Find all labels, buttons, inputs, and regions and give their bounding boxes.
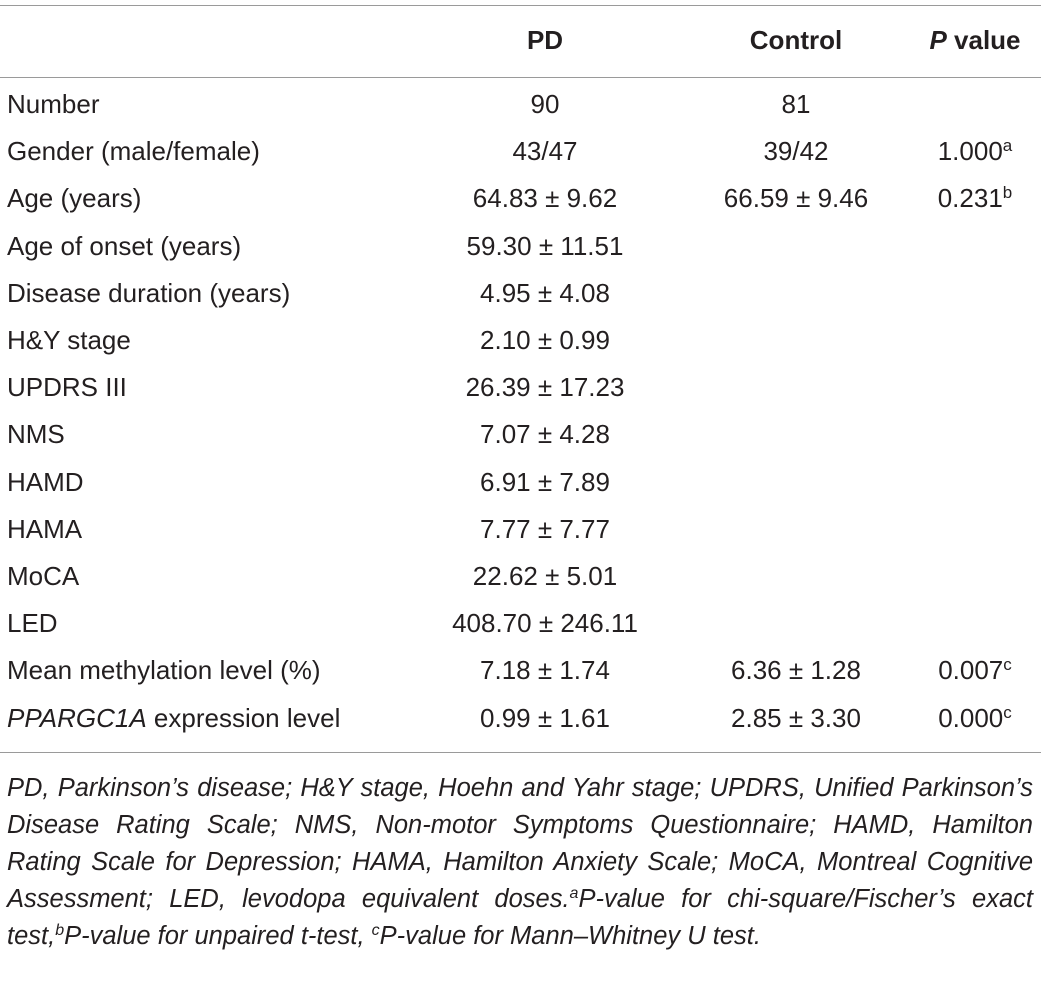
row-control-value	[683, 223, 909, 270]
header-row	[0, 18, 1041, 63]
row-control-value: 2.85 ± 3.30	[731, 702, 861, 733]
table-row	[0, 81, 1041, 128]
row-label: Gender (male/female)	[7, 136, 260, 167]
top-rule	[0, 5, 1041, 6]
row-label: Age (years)	[7, 183, 142, 214]
table-row	[0, 270, 1041, 317]
footnote-sup-c: c	[371, 922, 380, 939]
table-row	[0, 600, 1041, 647]
row-control-value	[683, 411, 909, 458]
row-p-value	[909, 647, 1041, 694]
row-p-value	[909, 600, 1041, 647]
row-pd-value: 90	[530, 89, 560, 120]
header-p-italic: P	[929, 25, 947, 55]
table-row	[0, 175, 1041, 222]
row-pd-value: 4.95 ± 4.08	[480, 277, 610, 308]
row-p-value	[909, 317, 1041, 364]
table-footnote	[7, 770, 1033, 955]
table-row	[0, 459, 1041, 506]
footnote-abbreviations: PD, Parkinson’s disease; H&Y stage, Hoehn and Yahr stage; UPDRS, Unified Parkinson’s Disease Rating Scale; NMS, Non-motor Symptoms Questionnaire; HAMD, Hamilton Rating Scale for Depression; HAMA, Hamilton Anxiety Scale; MoCA, Montreal Cognitive Assessment; LED, levodopa equivalent doses.	[7, 774, 1033, 913]
header-control: Control	[749, 25, 843, 55]
row-p-value	[909, 553, 1041, 600]
row-p-value	[909, 81, 1041, 128]
row-pd-value: 43/47	[512, 136, 578, 167]
p-superscript: c	[1003, 702, 1012, 722]
row-label: NMS	[7, 419, 65, 450]
row-label: LED	[7, 608, 58, 639]
table-row	[0, 364, 1041, 411]
row-label: UPDRS III	[7, 372, 127, 403]
header-spacer	[0, 63, 1041, 81]
row-control-value	[683, 506, 909, 553]
row-pd-value: 408.70 ± 246.11	[452, 608, 638, 639]
footnote-note-b: P-value for unpaired t-test,	[64, 922, 372, 950]
row-pd-value: 7.18 ± 1.74	[480, 655, 610, 686]
table-row	[0, 411, 1041, 458]
row-pd-value: 2.10 ± 0.99	[480, 325, 610, 356]
row-p-value	[909, 223, 1041, 270]
row-control-value: 66.59 ± 9.46	[723, 183, 869, 214]
row-control-value: 6.36 ± 1.28	[731, 655, 861, 686]
table-row	[0, 223, 1041, 270]
row-label: Age of onset (years)	[7, 230, 242, 261]
p-number: 0.231	[937, 183, 1003, 214]
p-superscript: a	[1002, 136, 1013, 156]
table-row	[0, 317, 1041, 364]
row-label-rest: expression level	[146, 702, 341, 733]
row-p-value	[909, 506, 1041, 553]
row-control-value: 81	[781, 89, 811, 120]
p-number: 1.000	[937, 136, 1003, 167]
row-p-value	[909, 459, 1041, 506]
row-pd-value: 7.07 ± 4.28	[480, 419, 610, 450]
row-pd-value: 7.77 ± 7.77	[480, 513, 610, 544]
row-label: MoCA	[7, 560, 80, 591]
row-pd-value: 26.39 ± 17.23	[465, 372, 625, 403]
footnote-sup-a: a	[569, 885, 579, 902]
header-pd: PD	[526, 25, 564, 55]
row-p-value	[909, 270, 1041, 317]
row-p-value	[909, 411, 1041, 458]
p-number: 0.000	[938, 702, 1004, 733]
row-control-value: 39/42	[763, 136, 829, 167]
demographics-table	[0, 18, 1041, 742]
footnote-note-a: P-value for chi-square/Fischer’s exact test,	[7, 885, 1033, 950]
row-p-value	[909, 175, 1041, 222]
p-superscript: c	[1003, 655, 1012, 675]
row-label: Mean methylation level (%)	[7, 655, 321, 686]
table-row	[0, 553, 1041, 600]
bottom-rule	[0, 752, 1041, 753]
table-row	[0, 694, 1041, 741]
row-label: H&Y stage	[7, 325, 131, 356]
table-row	[0, 647, 1041, 694]
row-control-value	[683, 553, 909, 600]
row-pd-value: 6.91 ± 7.89	[480, 466, 610, 497]
table-row	[0, 506, 1041, 553]
row-p-value	[909, 364, 1041, 411]
row-pd-value: 0.99 ± 1.61	[480, 702, 610, 733]
footnote-sup-b: b	[55, 922, 65, 939]
row-control-value	[683, 459, 909, 506]
row-control-value	[683, 600, 909, 647]
row-pd-value: 64.83 ± 9.62	[472, 183, 618, 214]
row-pd-value: 22.62 ± 5.01	[472, 560, 618, 591]
table-row	[0, 128, 1041, 175]
p-superscript: b	[1002, 183, 1013, 203]
row-pd-value: 59.30 ± 11.51	[466, 230, 624, 261]
row-control-value	[683, 270, 909, 317]
row-label: HAMD	[7, 466, 84, 497]
header-p-value	[909, 18, 1041, 63]
header-label	[0, 18, 407, 63]
gene-name: PPARGC1A	[7, 702, 147, 733]
p-number: 0.007	[938, 655, 1004, 686]
row-label: Disease duration (years)	[7, 277, 291, 308]
header-p-rest: value	[946, 25, 1021, 55]
row-label: HAMA	[7, 513, 83, 544]
row-label	[0, 694, 407, 741]
footnote-note-c: P-value for Mann–Whitney U test.	[379, 922, 761, 950]
row-label: Number	[7, 89, 100, 120]
row-control-value	[683, 317, 909, 364]
row-p-value	[909, 694, 1041, 741]
row-control-value	[683, 364, 909, 411]
row-p-value	[909, 128, 1041, 175]
